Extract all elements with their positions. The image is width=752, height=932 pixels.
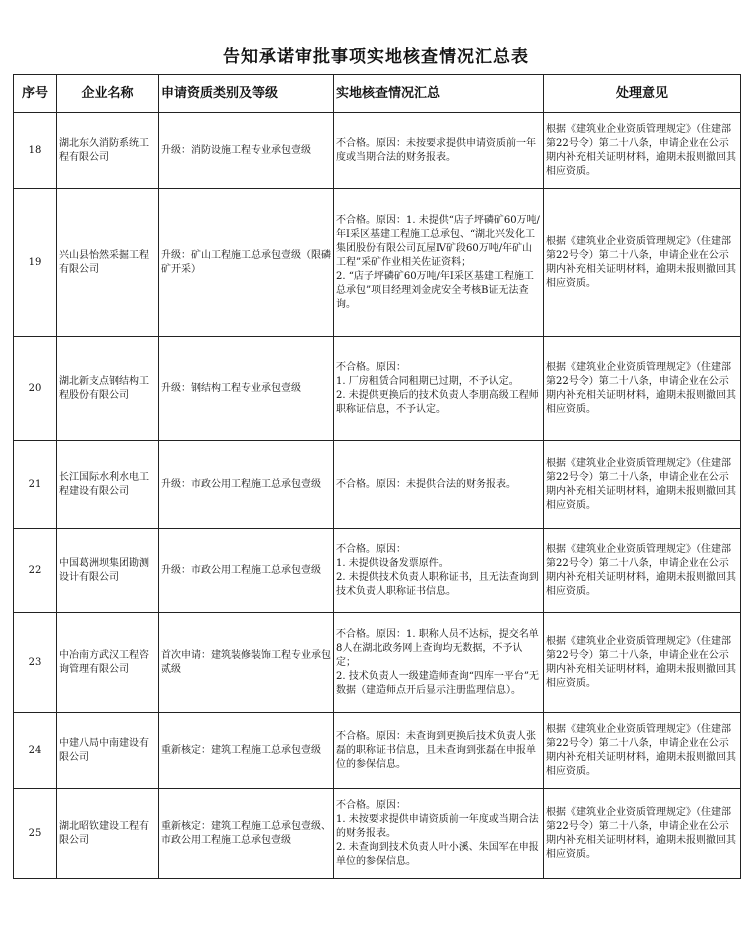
qualification-type: 升级：矿山工程施工总承包壹级（限磷矿开采） — [159, 189, 334, 337]
table-row — [14, 441, 741, 529]
company-name: 长江国际水利水电工程建设有限公司 — [57, 441, 159, 529]
inspection-result: 不合格。原因：1. 职称人员不达标，提交名单8人在湖北政务网上查询均无数据，不予认定； 2. 技术负责人一级建造师查询“四库一平台”无数据（建造师点开后显示注册监理信息）。 — [334, 613, 544, 713]
handling-opinion: 根据《建筑业企业资质管理规定》（住建部第22号令）第二十八条，申请企业在公示期内补充相关证明材料，逾期未报则撤回其相应资质。 — [544, 613, 741, 713]
table-row — [14, 113, 741, 189]
qualification-type: 升级：钢结构工程专业承包壹级 — [159, 337, 334, 441]
table-row — [14, 337, 741, 441]
row-seq: 24 — [14, 713, 57, 789]
header-inspection-result: 实地核查情况汇总 — [334, 75, 544, 113]
handling-opinion: 根据《建筑业企业资质管理规定》（住建部第22号令）第二十八条，申请企业在公示期内补充相关证明材料，逾期未报则撤回其相应资质。 — [544, 713, 741, 789]
inspection-result: 不合格。原因：未查询到更换后技术负责人张磊的职称证书信息，且未查询到张磊在申报单位的参保信息。 — [334, 713, 544, 789]
table-row — [14, 789, 741, 879]
qualification-type: 升级：消防设施工程专业承包壹级 — [159, 113, 334, 189]
row-seq: 20 — [14, 337, 57, 441]
table-header-row — [14, 75, 741, 113]
inspection-result: 不合格。原因：未提供合法的财务报表。 — [334, 441, 544, 529]
row-seq: 19 — [14, 189, 57, 337]
qualification-type: 首次申请：建筑装修装饰工程专业承包贰级 — [159, 613, 334, 713]
qualification-type: 升级：市政公用工程施工总承包壹级 — [159, 529, 334, 613]
handling-opinion: 根据《建筑业企业资质管理规定》（住建部第22号令）第二十八条，申请企业在公示期内补充相关证明材料，逾期未报则撤回其相应资质。 — [544, 113, 741, 189]
header-company-name: 企业名称 — [57, 75, 159, 113]
handling-opinion: 根据《建筑业企业资质管理规定》（住建部第22号令）第二十八条，申请企业在公示期内补充相关证明材料，逾期未报则撤回其相应资质。 — [544, 337, 741, 441]
header-qualification-type: 申请资质类别及等级 — [159, 75, 334, 113]
inspection-summary-table — [13, 74, 741, 879]
row-seq: 18 — [14, 113, 57, 189]
table-row — [14, 529, 741, 613]
company-name: 湖北东久消防系统工程有限公司 — [57, 113, 159, 189]
company-name: 兴山县怡然采掘工程有限公司 — [57, 189, 159, 337]
header-seq: 序号 — [14, 75, 57, 113]
row-seq: 21 — [14, 441, 57, 529]
row-seq: 23 — [14, 613, 57, 713]
table-row — [14, 713, 741, 789]
row-seq: 25 — [14, 789, 57, 879]
table-row — [14, 613, 741, 713]
company-name: 中冶南方武汉工程咨询管理有限公司 — [57, 613, 159, 713]
company-name: 湖北昭钦建设工程有限公司 — [57, 789, 159, 879]
header-handling-opinion: 处理意见 — [544, 75, 741, 113]
company-name: 中国葛洲坝集团勘测设计有限公司 — [57, 529, 159, 613]
handling-opinion: 根据《建筑业企业资质管理规定》（住建部第22号令）第二十八条，申请企业在公示期内补充相关证明材料，逾期未报则撤回其相应资质。 — [544, 529, 741, 613]
qualification-type: 重新核定：建筑工程施工总承包壹级 — [159, 713, 334, 789]
qualification-type: 升级：市政公用工程施工总承包壹级 — [159, 441, 334, 529]
company-name: 中建八局中南建设有限公司 — [57, 713, 159, 789]
inspection-result: 不合格。原因： 1. 厂房租赁合同租期已过期，不予认定。 2. 未提供更换后的技术负责人李朋高级工程师职称证信息，不予认定。 — [334, 337, 544, 441]
inspection-result: 不合格。原因： 1. 未提供设备发票原件。 2. 未提供技术负责人职称证书，且无法查询到技术负责人职称证书信息。 — [334, 529, 544, 613]
qualification-type: 重新核定：建筑工程施工总承包壹级、市政公用工程施工总承包壹级 — [159, 789, 334, 879]
table-row — [14, 189, 741, 337]
inspection-result: 不合格。原因：未按要求提供申请资质前一年度或当期合法的财务报表。 — [334, 113, 544, 189]
handling-opinion: 根据《建筑业企业资质管理规定》（住建部第22号令）第二十八条，申请企业在公示期内补充相关证明材料，逾期未报则撤回其相应资质。 — [544, 441, 741, 529]
company-name: 湖北新支点钢结构工程股份有限公司 — [57, 337, 159, 441]
inspection-result: 不合格。原因：1. 未提供“店子坪磷矿60万吨/年Ⅰ采区基建工程施工总承包、“湖北兴发化工集团股份有限公司瓦屋Ⅳ矿段60万吨/年矿山工程”采矿作业相关佐证资料； 2. “店子坪磷矿60万吨/年Ⅰ采区基建工程施工总承包”项目经理刘金虎安全考核B证无法查询。 — [334, 189, 544, 337]
inspection-result: 不合格。原因： 1. 未按要求提供申请资质前一年度或当期合法的财务报表。 2. 未查询到技术负责人叶小溪、朱国军在申报单位的参保信息。 — [334, 789, 544, 879]
handling-opinion: 根据《建筑业企业资质管理规定》（住建部第22号令）第二十八条，申请企业在公示期内补充相关证明材料，逾期未报则撤回其相应资质。 — [544, 789, 741, 879]
row-seq: 22 — [14, 529, 57, 613]
page-title: 告知承诺审批事项实地核查情况汇总表 — [223, 47, 529, 67]
handling-opinion: 根据《建筑业企业资质管理规定》（住建部第22号令）第二十八条，申请企业在公示期内补充相关证明材料，逾期未报则撤回其相应资质。 — [544, 189, 741, 337]
